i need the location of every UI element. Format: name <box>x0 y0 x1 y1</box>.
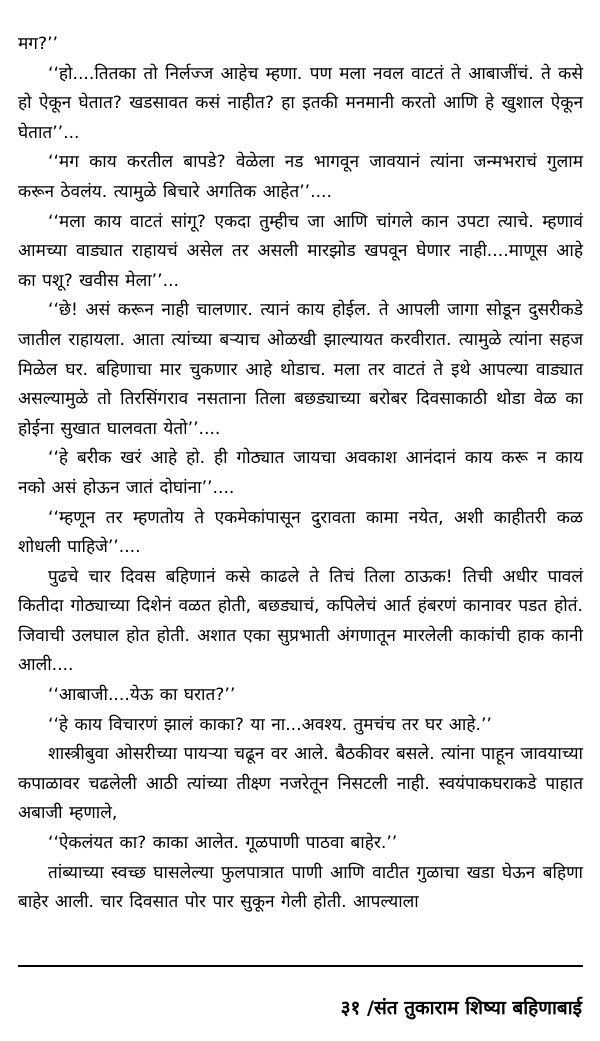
page-body-text <box>18 30 583 918</box>
page-number: ३१ <box>340 997 361 1019</box>
paragraph-9: ‘‘आबाजी....येऊ का घरात?’’ <box>48 685 236 706</box>
paragraph-6: ‘‘हे बरीक खरं आहे हो. ही गोठ्यात जायचा अवकाश आनंदानं काय करू न काय नको असं होऊन जातं दोघांना’’.... <box>18 448 583 498</box>
paragraph-1: मग?’’ <box>18 34 59 54</box>
book-title: संत तुकाराम शिष्या बहिणाबाई <box>373 997 582 1019</box>
paragraph-10: ‘‘हे काय विचारणं झालं काका? या ना...अवश्य. तुमचंच तर घर आहे.’’ <box>48 714 492 735</box>
paragraph-11: शास्त्रीबुवा ओसरीच्या पायऱ्या चढून वर आले. बैठकीवर बसले. त्यांना पाहून जावयाच्या कपाळावर चढलेली आठी त्यांच्या तीक्ष्ण नजरेतून निसटली नाही. स्वयंपाकघराकडे पाहात अबाजी म्हणाले, <box>18 744 583 824</box>
paragraph-12: ‘‘ऐकलंयत का? काका आलेत. गूळपाणी पाठवा बाहेर.’’ <box>48 833 398 854</box>
paragraph-3: ‘‘मग काय करतील बापडे? वेळेला नड भागवून जावयानं त्यांना जन्मभराचं गुलाम करून ठेवलंय. त्यामुळे बिचारे अगतिक आहेत’’.... <box>18 152 583 202</box>
paragraph-5: ‘‘छे! असं करून नाही चालणार. त्यानं काय होईल. ते आपली जागा सोडून दुसरीकडे जातील राहायला. आता त्यांच्या बऱ्याच ओळखी झाल्यायत करवीरात. त्यामुळे त्यांना सहज मिळेल घर. बहिणाचा मार चुकणार आहे थोडाच. मला तर वाटतं ते इथे आपल्या वाड्यात असल्यामुळे तो तिरसिंगराव नसताना तिला बछड्याच्या बरोबर दिवसाकाठी थोडा वेळ का होईना सुखात घालवता येतो’’.... <box>18 300 583 439</box>
paragraph-7: ‘‘म्हणून तर म्हणतोय ते एकमेकांपासून दुरावता कामा नयेत, अशी काहीतरी कळ शोधली पाहिजे’’.... <box>18 507 583 558</box>
page-footer <box>341 994 582 1020</box>
footer-separator: / <box>360 997 374 1019</box>
paragraph-2: ‘‘हो....तितका तो निर्लज्ज आहेच म्हणा. पण मला नवल वाटतं ते आबाजींचं. ते कसे हो ऐकून घेतात? खडसावत कसं नाहीत? हा इतकी मनमानी करतो आणि हे खुशाल ऐकून घेतात’’... <box>18 63 583 143</box>
paragraph-13: तांब्याच्या स्वच्छ घासलेल्या फुलपात्रात पाणी आणि वाटीत गुळाचा खडा घेऊन बहिणा बाहेर आली. चार दिवसात पोर पार सुकून गेली होती. आपल्याला <box>18 862 583 913</box>
footer-divider <box>18 965 583 967</box>
paragraph-8: पुढचे चार दिवस बहिणानं कसे काढले ते तिचं तिला ठाऊक! तिची अधीर पावलं कितीदा गोठ्याच्या दिशेनं वळत होती, बछड्याचं, कपिलेचं आर्त हंबरणं कानावर पडत होतं. जिवाची उलघाल होत होती. अशात एका सुप्रभाती अंगणातून मारलेली काकांची हाक कानी आली.... <box>18 566 583 676</box>
paragraph-4: ‘‘मला काय वाटतं सांगू? एकदा तुम्हीच जा आणि चांगले कान उपटा त्याचे. म्हणावं आमच्या वाड्यात राहायचं असेल तर असली मारझोड खपवून घेणार नाही....माणूस आहे का पशू? खवीस मेला’’... <box>18 211 583 291</box>
